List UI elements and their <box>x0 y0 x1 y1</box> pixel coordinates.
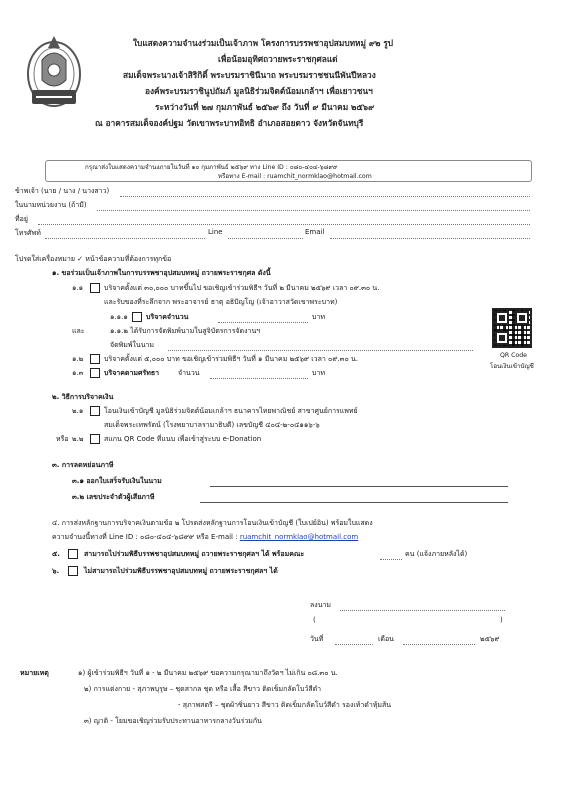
section4-line2 <box>52 532 358 543</box>
receipt-name-field[interactable] <box>210 486 508 487</box>
qr-code-image <box>492 308 532 348</box>
option-6-checkbox[interactable] <box>68 566 78 576</box>
section1-title: ๑. ขอร่วมเป็นเจ้าภาพในการบรรพชาอุปสมบทหมู่ ถวายพระราชกุศล ดังนี้ <box>52 269 271 277</box>
option-2-1-text: โอนเงินเข้าบัญชี มูลนิธิร่วมจิตต์น้อมเกล้าฯ ธนาคารไทยพาณิชย์ สาขาศูนย์การแพทย์ <box>104 407 358 415</box>
option-1-3-baht: บาท <box>312 369 325 377</box>
option-1-1-checkbox[interactable] <box>90 283 100 293</box>
header-queen: สมเด็จพระนางเจ้าสิริกิติ์ พระบรมราชินีนาถ พระบรมราชชนนีพันปีหลวง <box>123 70 376 80</box>
remark-2b: - สุภาพสตรี – ชุดผ้าซิ่นยาว สีขาว ติดเข็มกลัดโบว์สีดำ รองเท้าดำหุ้มส้น <box>178 701 392 709</box>
section4-email-link[interactable]: ruamchit_normklao@hotmail.com <box>239 533 359 541</box>
email-label: Email <box>305 228 325 236</box>
option-1-2-text: บริจาคตั้งแต่ ๕,๐๐๐ บาท ขอเชิญเข้าร่วมพิธีฯ วันที่ ๑ มีนาคม ๒๕๖๙ เวลา ๐๙.๓๐ น. <box>104 355 358 363</box>
option-1-1-1-amount-field[interactable] <box>218 322 308 323</box>
phone-field[interactable] <box>45 238 205 239</box>
tax-id-field[interactable] <box>200 502 508 503</box>
year-label: ๒๕๖๙ <box>480 635 500 643</box>
header-dates: ระหว่างวันที่ ๒๗ กุมภาพันธ์ ๒๕๖๙ ถึง วันที่ ๙ มีนาคม ๒๕๖๙ <box>155 102 375 112</box>
sign-open-paren: ( <box>313 616 316 624</box>
option-1-1-1-num: ๑.๑.๑ <box>110 313 128 321</box>
option-2-2-num: ๒.๒ <box>72 435 84 443</box>
header-foundation: องค์พระบรมราชินูปถัมภ์ มูลนิธิร่วมจิตต์น้อมเกล้าฯ เพื่อเยาวชนฯ <box>145 86 373 96</box>
option-3-1-text: ๓.๑ ออกใบเสร็จรับเงินในนาม <box>72 477 162 485</box>
print-name-field[interactable] <box>168 350 473 351</box>
header-title: ใบแสดงความจำนงร่วมเป็นเจ้าภาพ โครงการบรรพชาอุปสมบทหมู่ ๙๒ รูป <box>133 38 394 48</box>
option-1-2-checkbox[interactable] <box>90 354 100 364</box>
option-1-1-text: บริจาคตั้งแต่ ๓๐,๐๐๐ บาทขึ้นไป ขอเชิญเข้าร่วมพิธีฯ วันที่ ๒ มีนาคม ๒๕๖๙ เวลา ๐๙.๓๐ น. <box>104 284 380 292</box>
print-name-label: จัดพิมพ์ในนาม <box>110 341 155 349</box>
option-1-2-num: ๑.๒ <box>72 355 84 363</box>
option-5-tail: คน (แจ้งภายหลังได้) <box>405 550 468 558</box>
option-2-2-checkbox[interactable] <box>90 434 100 444</box>
notice-email: หรือทาง E-mail : ruamchit_normklao@hotmail.com <box>218 173 372 180</box>
option-2-2-text: สแกน QR Code ที่แนบ เพื่อเข้าสู่ระบบ e-Donation <box>104 435 262 443</box>
option-1-1-num: ๑.๑ <box>72 284 84 292</box>
line-label: Line <box>208 228 223 236</box>
group-size-field[interactable] <box>380 559 402 560</box>
option-1-3-checkbox[interactable] <box>90 368 100 378</box>
option-6-num: ๖. <box>52 567 60 575</box>
org-label: ในนามหน่วยงาน (ถ้ามี) <box>15 201 87 209</box>
option-1-3-amount-label: จำนวน <box>178 369 200 377</box>
section4-line2-text: ความจำนงนี้ทางที่ Line ID : ๐๘๐-๔๐๔-๖๘๙๙ หรือ E-mail : <box>52 533 238 541</box>
option-1-3-amount-field[interactable] <box>210 378 308 379</box>
name-field[interactable] <box>120 196 530 197</box>
org-field[interactable] <box>97 210 530 211</box>
option-1-1-2-text: ๑.๑.๒ ได้รับการจัดพิมพ์นามในสูจิบัตรการจัดงานฯ <box>110 327 261 335</box>
notice-line1: กรุณาส่งใบแสดงความจำนงภายในวันที่ ๑๐ กุมภาพันธ์ ๒๕๖๙ ทาง Line ID : ๐๘๐-๔๐๔-๖๘๙๙ <box>85 164 338 171</box>
sign-close-paren: ) <box>500 616 503 624</box>
option-1-1-1-baht: บาท <box>312 313 325 321</box>
remarks-title: หมายเหตุ <box>20 669 49 677</box>
month-label: เดือน <box>378 635 394 643</box>
sign-label: ลงนาม <box>310 601 332 609</box>
date-field[interactable] <box>335 644 373 645</box>
option-1-3-num: ๑.๓ <box>72 369 84 377</box>
header-venue: ณ อาคารสมเด็จองค์ปฐม วัดเขาพระบาทอิทธิ อำเภอสอยดาว จังหวัดจันทบุรี <box>95 118 364 128</box>
line-field[interactable] <box>228 238 303 239</box>
section3-title: ๓. การลดหย่อนภาษี <box>52 461 114 469</box>
address-label: ที่อยู่ <box>15 215 28 223</box>
option-2-1-cont: สมเด็จพระเทพรัตน์ (โรงพยาบาลรามาธิบดี) เลขบัญชี ๔๐๔-๒-๐๔๑๑๖-๖ <box>104 421 320 429</box>
address-field[interactable] <box>38 224 530 225</box>
section2-title: ๒. วิธีการบริจาคเงิน <box>52 393 114 401</box>
option-5-num: ๕. <box>52 550 60 558</box>
or-label: หรือ <box>56 435 69 443</box>
option-1-1-cont: และรับของที่ระลึกจาก พระอาจารย์ ธาตุ อธิปัญโญ (เจ้าอาวาสวัดเขาพระบาท) <box>104 298 338 306</box>
option-5-text: สามารถไปร่วมพิธีบรรพชาอุปสมบทหมู่ ถวายพระราชกุศลฯ ได้ พร้อมคณะ <box>84 550 305 558</box>
option-6-text: ไม่สามารถไปร่วมพิธีบรรพชาอุปสมบทหมู่ ถวายพระราชกุศลฯ ได้ <box>84 567 278 575</box>
section4-line1: ๔. การส่งหลักฐานการบริจาคเงินตามข้อ ๒ โปรดส่งหลักฐานการโอนเงินเข้าบัญชี (ใบเปย์อิน) พร้อมใบแสดง <box>52 519 373 527</box>
and-label: และ <box>72 327 85 335</box>
signature-field[interactable] <box>340 610 505 611</box>
option-1-1-1-text: บริจาคจำนวน <box>146 313 189 321</box>
qr-caption-2: โอนเงินเข้าบัญชี <box>490 363 534 370</box>
remark-3: ๓) ญาติ - โยมขอเชิญร่วมรับประทานอาหารกลางวันร่วมกัน <box>84 717 262 725</box>
option-2-1-num: ๒.๑ <box>72 407 84 415</box>
header-subtitle: เพื่อน้อมอุทิศถวายพระราชกุศลแด่ <box>218 54 338 64</box>
option-5-checkbox[interactable] <box>68 549 78 559</box>
instruction-text: โปรดใส่เครื่องหมาย ✓ หน้าข้อความที่ต้องการทุกข้อ <box>15 255 172 263</box>
remark-2: ๒) การแต่งกาย - สุภาพบุรุษ – ชุดสากล ชุด หรือ เสื้อ สีขาว ติดเข็มกลัดโบว์สีดำ <box>84 685 322 693</box>
option-1-3-text: บริจาคตามศรัทธา <box>104 369 160 377</box>
month-field[interactable] <box>403 644 475 645</box>
option-1-1-1-checkbox[interactable] <box>132 312 142 322</box>
date-label: วันที่ <box>310 635 324 643</box>
remark-1: ๑) ผู้เข้าร่วมพิธีฯ วันที่ ๑ - ๒ มีนาคม ๒๕๖๙ ขอความกรุณามาถึงวัดฯ ไม่เกิน ๐๘.๓๐ น. <box>78 669 338 677</box>
option-3-2-text: ๓.๒ เลขประจำตัวผู้เสียภาษี <box>72 493 155 501</box>
option-2-1-checkbox[interactable] <box>90 406 100 416</box>
phone-label: โทรศัพท์ <box>15 229 41 237</box>
qr-caption-1: QR Code <box>500 352 527 359</box>
name-label: ข้าพเจ้า (นาย / นาง / นางสาว) <box>15 187 110 195</box>
foundation-seal-logo <box>20 30 88 112</box>
email-field[interactable] <box>330 238 530 239</box>
